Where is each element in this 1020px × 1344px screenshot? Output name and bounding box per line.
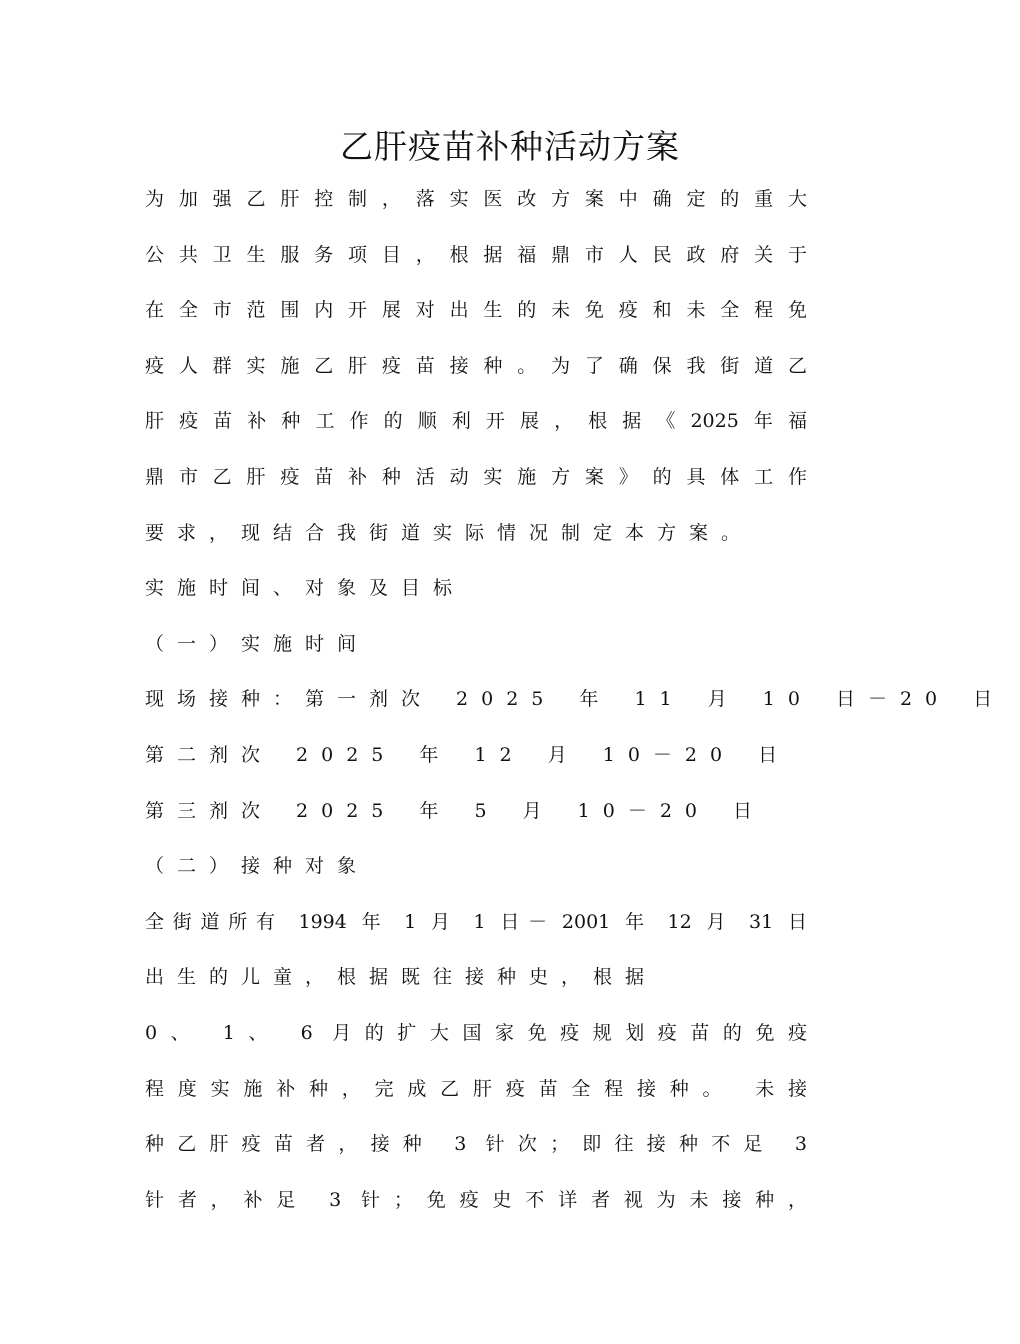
paragraph-line: 在全市范围内开展对出生的未免疫和未全程免: [145, 299, 807, 322]
section-heading: 实施时间、对象及目标: [145, 577, 466, 600]
schedule-line: 第二剂次 2025 年 12 月 10－20 日: [145, 743, 791, 766]
paragraph-line: 为加强乙肝控制，落实医改方案中确定的重大: [145, 188, 807, 210]
schedule-line: 第三剂次 2025 年 5 月 10－20 日: [145, 799, 766, 822]
subsection-heading: （二）接种对象: [145, 855, 370, 878]
paragraph-line: 肝疫苗补种工作的顺利开展，根据《2025年福: [145, 410, 807, 433]
paragraph-line: 鼎市乙肝疫苗补种活动实施方案》的具体工作: [145, 465, 807, 488]
document-title: 乙肝疫苗补种活动方案: [340, 127, 680, 166]
document-body: [145, 172, 1006, 1228]
paragraph-line: 0、 1、 6 月的扩大国家免疫规划疫苗的免疫: [145, 1021, 807, 1044]
paragraph-line: 要求，现结合我街道实际情况制定本方案。: [145, 521, 754, 544]
paragraph-line: 针者，补足 3 针；免疫史不详者视为未接种，: [145, 1188, 807, 1211]
paragraph-line: 公共卫生服务项目，根据福鼎市人民政府关于: [145, 243, 807, 266]
paragraph-line: 出生的儿童，根据既往接种史，根据: [145, 966, 658, 989]
paragraph-line: 疫人群实施乙肝疫苗接种。为了确保我街道乙: [145, 354, 807, 377]
subsection-heading: （一）实施时间: [145, 632, 370, 655]
paragraph-line: 程度实施补种，完成乙肝疫苗全程接种。 未接: [145, 1077, 807, 1100]
paragraph-line: 全街道所有 1994 年 1 月 1 日－ 2001 年 12 月 31 日: [145, 910, 807, 933]
paragraph-line: 种乙肝疫苗者，接种 3 针次；即往接种不足 3: [145, 1133, 807, 1156]
schedule-line: 现场接种：第一剂次 2025 年 11 月 10 日－20 日: [145, 688, 1006, 711]
